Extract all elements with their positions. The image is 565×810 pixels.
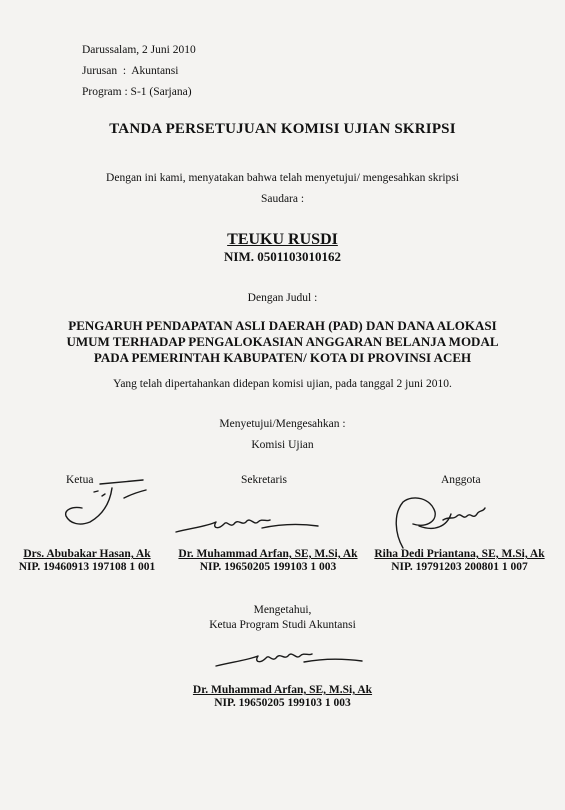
signer-name: Dr. Muhammad Arfan, SE, M.Si, Ak bbox=[178, 548, 358, 560]
kaprodi-signer bbox=[0, 684, 565, 710]
signer-nip: NIP. 19791203 200801 1 007 bbox=[391, 561, 528, 573]
place-date: Darussalam, 2 Juni 2010 bbox=[82, 44, 196, 56]
student-nim: NIM. 0501103010162 bbox=[224, 249, 341, 264]
anggota-signature-image bbox=[385, 490, 495, 550]
signer-nip: NIP. 19460913 197108 1 001 bbox=[18, 561, 156, 573]
ketua-signature-image bbox=[60, 478, 150, 530]
thesis-title-line: UMUM TERHADAP PENGALOKASIAN ANGGARAN BELANJA MODAL bbox=[66, 334, 499, 349]
signer-name: Dr. Muhammad Arfan, SE, M.Si, Ak bbox=[192, 684, 373, 696]
approval-label: Menyetujui/Mengesahkan : bbox=[219, 418, 346, 430]
signer-nip: NIP. 19650205 199103 1 003 bbox=[199, 561, 337, 573]
intro-text: Dengan ini kami, menyatakan bahwa telah menyetujui/ mengesahkan skripsi bbox=[106, 172, 459, 184]
signer-sekretaris bbox=[168, 548, 368, 574]
student-name: TEUKU RUSDI bbox=[227, 231, 338, 248]
program: Program : S-1 (Sarjana) bbox=[82, 86, 192, 98]
sekretaris-signature-image bbox=[172, 508, 322, 538]
saudara-label: Saudara : bbox=[260, 193, 305, 205]
thesis-title bbox=[0, 318, 565, 366]
thesis-title-line: PADA PEMERINTAH KABUPATEN/ KOTA DI PROVINSI ACEH bbox=[93, 350, 472, 365]
signer-name: Drs. Abubakar Hasan, Ak bbox=[23, 548, 151, 560]
role-ketua: Ketua bbox=[66, 474, 94, 486]
role-anggota: Anggota bbox=[441, 474, 481, 486]
defended-statement: Yang telah dipertahankan didepan komisi ujian, pada tanggal 2 juni 2010. bbox=[113, 378, 452, 390]
acknowledgement-label: Mengetahui, bbox=[253, 604, 312, 616]
commission-label: Komisi Ujian bbox=[251, 439, 314, 451]
signer-name: Riha Dedi Priantana, SE, M.Si, Ak bbox=[374, 548, 545, 560]
signer-nip: NIP. 19650205 199103 1 003 bbox=[214, 697, 351, 709]
page-title: TANDA PERSETUJUAN KOMISI UJIAN SKRIPSI bbox=[109, 121, 456, 137]
department: Jurusan : Akuntansi bbox=[82, 65, 179, 77]
judul-label: Dengan Judul : bbox=[247, 292, 318, 304]
signer-ketua bbox=[12, 548, 162, 574]
kaprodi-signature-image bbox=[212, 644, 367, 674]
header-block bbox=[82, 40, 196, 103]
thesis-title-line: PENGARUH PENDAPATAN ASLI DAERAH (PAD) DAN DANA ALOKASI bbox=[68, 318, 497, 333]
acknowledgement-role: Ketua Program Studi Akuntansi bbox=[209, 619, 356, 631]
signer-anggota bbox=[367, 548, 552, 574]
role-sekretaris: Sekretaris bbox=[241, 474, 287, 486]
